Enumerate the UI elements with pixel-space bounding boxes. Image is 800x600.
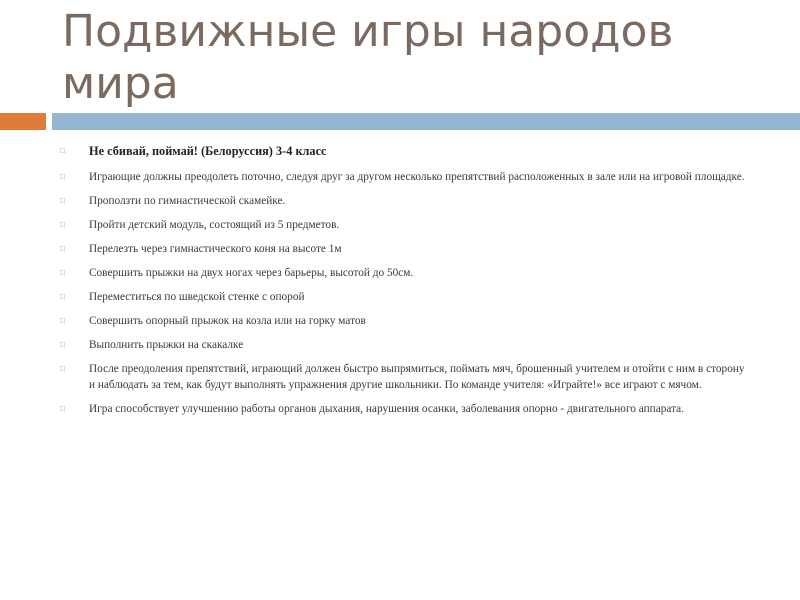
list-item [58, 313, 748, 329]
square-outline-icon: □ [60, 220, 65, 229]
square-outline-icon: □ [60, 172, 65, 181]
list-item-text: Совершить опорный прыжок на козла или на горку матов [89, 315, 366, 327]
list-item [58, 361, 748, 393]
bullet-list [58, 143, 748, 425]
list-item-text: Проползти по гимнастической скамейке. [89, 195, 286, 207]
square-outline-icon: □ [60, 146, 65, 155]
square-outline-icon: □ [60, 364, 65, 373]
accent-bar [0, 113, 46, 130]
list-item [58, 241, 748, 257]
square-outline-icon: □ [60, 340, 65, 349]
square-outline-icon: □ [60, 196, 65, 205]
list-item [58, 217, 748, 233]
list-item-text: Перелезть через гимнастического коня на высоте 1м [89, 243, 342, 255]
list-item [58, 265, 748, 281]
list-item-text: Переместиться по шведской стенке с опорой [89, 291, 305, 303]
square-outline-icon: □ [60, 244, 65, 253]
list-item [58, 289, 748, 305]
list-item [58, 169, 748, 185]
list-item-text: Игра способствует улучшению работы органов дыхания, нарушения осанки, заболевания опорно - двигательного аппарата. [89, 403, 685, 415]
list-item-text: Играющие должны преодолеть поточно, следуя друг за другом несколько препятствий расположенных в зале или на игровой площадке. [89, 171, 745, 183]
square-outline-icon: □ [60, 292, 65, 301]
list-item-text: После преодоления препятствий, играющий должен быстро выпрямиться, поймать мяч, брошенный учителем и отойти с ним в сторону и наблюдать за тем, как будут выполнять упражнения другие школьники. По команде учителя: «Играйте!» все играют с мячом. [89, 363, 745, 391]
square-outline-icon: □ [60, 316, 65, 325]
title-underline-bar [52, 113, 800, 130]
list-item [58, 401, 748, 417]
list-item-heading [58, 143, 748, 159]
square-outline-icon: □ [60, 268, 65, 277]
list-item [58, 337, 748, 353]
square-outline-icon: □ [60, 404, 65, 413]
slide-title: Подвижные игры народов мира [62, 6, 674, 109]
list-item [58, 193, 748, 209]
list-item-text: Выполнить прыжки на скакалке [89, 339, 244, 351]
list-item-text: Пройти детский модуль, состоящий из 5 предметов. [89, 219, 340, 231]
list-item-text: Совершить прыжки на двух ногах через барьеры, высотой до 50см. [89, 267, 414, 279]
list-item-text: Не сбивай, поймай! (Белоруссия) 3-4 класс [89, 144, 327, 158]
